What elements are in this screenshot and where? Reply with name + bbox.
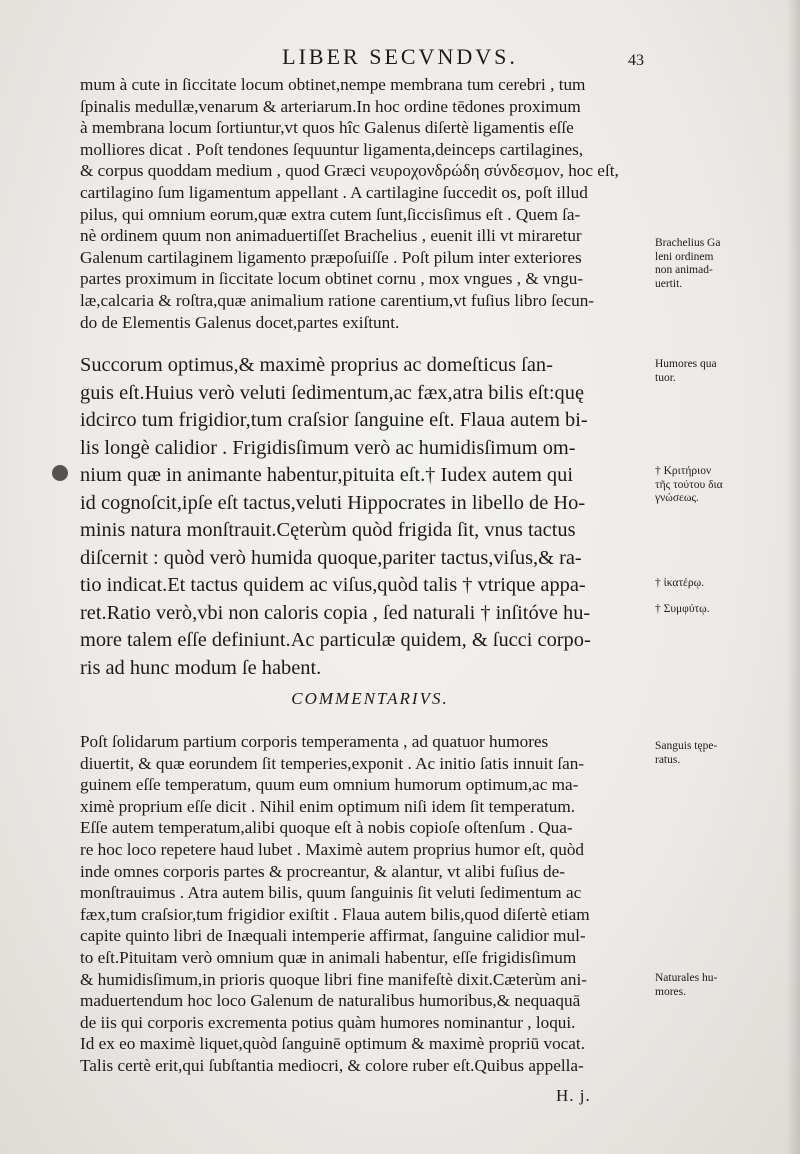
text-line: minis natura monſtrauit.Cęterùm quòd frigida ſit, vnus tactus [80,519,576,541]
text-line: capite quinto libri de Inæquali intemperie affirmat, ſanguine calidior mul- [80,926,586,946]
text-line: læ,calcaria & roſtra,quæ animalium ratione carentium,vt fuſius libro ſecun- [80,290,595,310]
margin-note-line: γνώσεως. [655,492,699,504]
text-line: Eſſe autem temperatum,alibi quoque eſt à nobis copioſe oſtenſum . Qua- [80,818,573,838]
margin-note-greek-ikatero [655,577,795,591]
text-block-main-text [80,352,658,682]
text-line: partes proximum in ſiccitate locum obtinet cornu , mox vngues , & vngu- [80,269,584,289]
text-line: guis eſt.Huius verò veluti ſedimentum,ac fæx,atra bilis eſt:quę [80,381,584,404]
text-line: tio indicat.Et tactus quidem ac viſus,quòd talis † vtrique appa- [80,574,586,596]
text-line: id cognoſcit,ipſe eſt tactus,veluti Hippocrates in libello de Ho- [80,491,586,514]
text-line: Galenum cartilaginem ligamento præpoſuiſſe . Poſt pilum inter exteriores [80,247,582,267]
text-line: molliores dicat . Poſt tendones ſequuntur ligamenta,deinceps cartilagines, [80,139,584,159]
text-line: do de Elementis Galenus docet,partes exiſtunt. [80,312,400,332]
margin-note-line: † Κριτήριον [655,465,712,477]
text-line: lis longè calidior . Frigidisſimum verò ac humidisſimum om- [80,436,576,459]
ink-blot [52,465,68,481]
margin-note-line: τῆς τούτου δια [655,478,723,491]
text-line: de iis qui corporis excrementa potius quàm humores nominantur , loqui. [80,1012,576,1032]
text-block-commentary [80,731,658,1077]
margin-note-line: uertit. [655,277,683,290]
margin-note-greek-criterion [655,465,795,506]
text-line: à membrana locum ſortiuntur,vt quos hîc Galenus diſertè ligamentis eſſe [80,118,574,138]
margin-note-line: Sanguis tępe- [655,740,718,752]
text-line: diuertit, & quæ eorundem ſit temperies,exponit . Ac initio ſatis innuit ſan- [80,753,585,773]
text-line: fæx,tum craſsior,tum frigidior exiſtit . Flaua autem bilis,quod diſertè etiam [80,904,590,924]
margin-note-line: Humores qua [655,358,717,370]
margin-note-line: non animad- [655,264,713,276]
text-line: re hoc loco repetere haud lubet . Maximè autem proprius humor eſt, quòd [80,839,585,859]
margin-note-line: † Συμφύτῳ. [655,603,710,615]
text-line: guinem eſſe temperatum, quum eum omnium humorum optimum,ac ma- [80,775,579,795]
text-line: idcirco tum frigidior,tum craſsior ſanguine eſt. Flaua autem bi- [80,409,588,431]
margin-note-line: mores. [655,985,686,998]
running-header: LIBER SECVNDVS. [282,44,518,69]
signature-mark: H. j. [556,1086,591,1105]
margin-note-line: † ἰκατέρῳ. [655,577,705,589]
margin-note-line: Naturales hu- [655,972,718,984]
margin-note-humores [655,358,795,385]
text-line: to eſt.Pituitam verò omnium quæ in animali habentur, eſſe frigidisſimum [80,947,577,967]
page-number: 43 [628,52,644,69]
text-block-commentary-continued [80,74,658,333]
text-line: Succorum optimus,& maximè proprius ac domeſticus ſan- [80,354,553,376]
margin-note-line: tuor. [655,371,676,384]
text-line: & humidisſimum,in prioris quoque libri fine manifeſtè dixit.Cæterùm ani- [80,969,587,989]
text-line: ſpinalis medullæ,venarum & arteriarum.In hoc ordine tēdones proximum [80,96,581,116]
text-line: pilus, qui omnium eorum,quæ extra cutem ſunt,ſiccisſimus eſt . Quem ſa- [80,204,581,224]
page-edge-shadow [786,0,800,1154]
text-line: ret.Ratio verò,vbi non caloris copia , ſed naturali † inſitóve hu- [80,601,591,624]
text-line: cartilagino ſum ligamentum appellant . A cartilagine ſuccedit os, poſt illud [80,182,588,202]
margin-note-naturales [655,972,795,999]
text-line: inde omnes corporis partes & procreantur, & alantur, vt alibi fuſius de- [80,861,565,881]
margin-note-line: leni ordinem [655,250,714,263]
text-line: monſtrauimus . Atra autem bilis, quum ſanguinis ſit veluti ſedimentum ac [80,883,582,903]
margin-note-greek-symphyto [655,603,795,617]
text-line: more talem eſſe definiunt.Ac particulæ quidem, & ſucci corpo- [80,629,591,651]
margin-note-brachelius [655,237,795,291]
text-line: mum à cute in ſiccitate locum obtinet,nempe membrana tum cerebri , tum [80,75,586,94]
margin-note-line: Brachelius Ga [655,237,721,249]
section-heading: COMMENTARIVS. [291,689,449,708]
text-line: Talis certè erit,qui ſubſtantia mediocri, & colore ruber eſt.Quibus appella- [80,1055,584,1075]
text-line: maduertendum hoc loco Galenum de naturalibus humoribus,& nequaquā [80,991,581,1011]
margin-note-sanguis [655,740,795,767]
text-line: & corpus quoddam medium , quod Græci νευροχονδρώδη σύνδεσμον, hoc eſt, [80,161,619,181]
text-line: nè ordinem quum non animaduertiſſet Brachelius , euenit illi vt miraretur [80,226,582,246]
text-line: ximè proprium eſſe dicit . Nihil enim optimum niſi idem ſit temperatum. [80,796,576,816]
text-line: nium quæ in animante habentur,pituita eſt.† Iudex autem qui [80,464,573,486]
text-line: Poſt ſolidarum partium corporis temperamenta , ad quatuor humores [80,732,549,751]
text-line: Id ex eo maximè liquet,quòd ſanguinē optimum & maximè propriū vocat. [80,1034,586,1054]
text-line: diſcernit : quòd verò humida quoque,pariter tactus,viſus,& ra- [80,546,582,569]
margin-note-line: ratus. [655,753,681,766]
text-line: ris ad hunc modum ſe habent. [80,656,322,679]
